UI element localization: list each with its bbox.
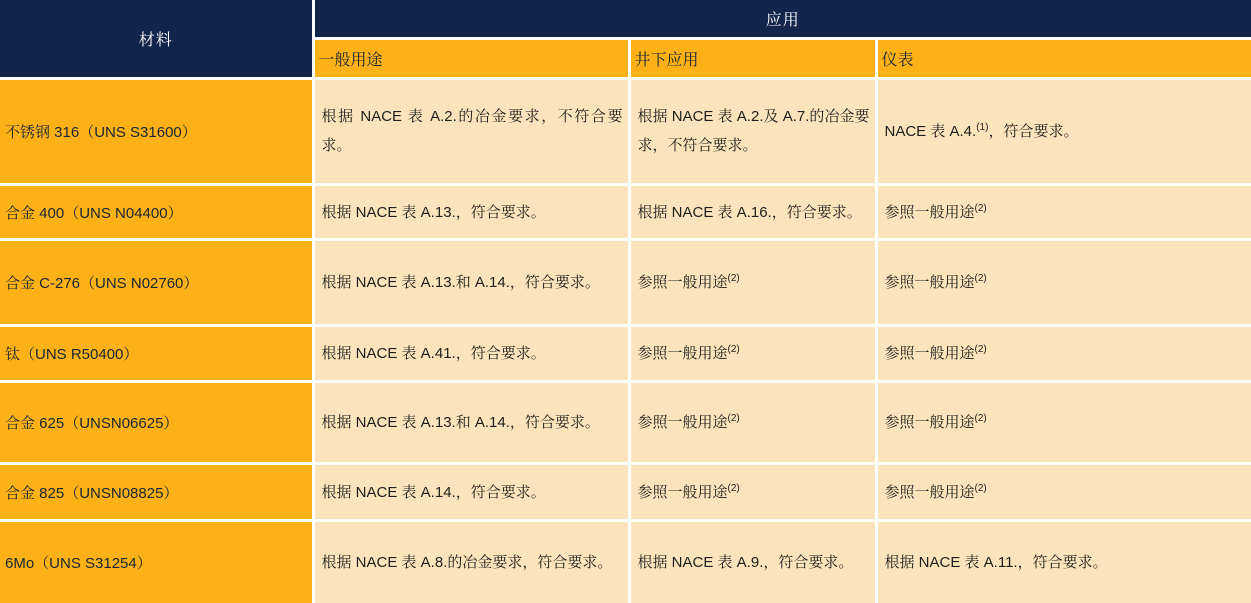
table-row [0, 463, 1251, 521]
footnote-superscript: (1) [976, 121, 989, 133]
table-row [0, 185, 1251, 239]
cell-text: 参照一般用途 [637, 413, 728, 431]
instrument-cell [876, 326, 1251, 381]
general-use-cell [313, 326, 629, 381]
downhole-cell [629, 463, 876, 521]
cell-text: 参照一般用途 [884, 273, 975, 291]
downhole-cell [629, 521, 876, 603]
footnote-superscript: (2) [727, 482, 740, 494]
instrument-cell [876, 521, 1251, 603]
cell-text: NACE 表 A.4. [884, 122, 977, 140]
material-column-header: 材料 [0, 0, 313, 78]
table-row [0, 239, 1251, 325]
cell-text: 根据 NACE 表 A.13.，符合要求。 [321, 203, 546, 221]
instrument-subheader: 仪表 [876, 38, 1251, 78]
general-use-cell [313, 239, 629, 325]
instrument-cell [876, 239, 1251, 325]
table-row [0, 381, 1251, 463]
footnote-superscript: (2) [974, 412, 987, 424]
cell-text: 根据 NACE 表 A.13.和 A.14.，符合要求。 [321, 413, 600, 431]
footnote-superscript: (2) [727, 272, 740, 284]
cell-text: 参照一般用途 [637, 273, 728, 291]
cell-text: 参照一般用途 [884, 203, 975, 221]
material-cell: 钛（UNS R50400） [0, 326, 313, 381]
general-use-subheader: 一般用途 [313, 38, 629, 78]
general-use-cell [313, 521, 629, 603]
footnote-superscript: (2) [974, 482, 987, 494]
general-use-cell [313, 78, 629, 185]
cell-text-tail: ，符合要求。 [988, 122, 1079, 140]
material-cell: 合金 825（UNSN08825） [0, 463, 313, 521]
table-row [0, 521, 1251, 603]
general-use-cell [313, 463, 629, 521]
footnote-superscript: (2) [974, 343, 987, 355]
footnote-superscript: (2) [974, 272, 987, 284]
material-cell: 不锈钢 316（UNS S31600） [0, 78, 313, 185]
cell-text: 根据 NACE 表 A.2.及 A.7.的冶金要求，不符合要求。 [637, 108, 870, 155]
downhole-subheader: 井下应用 [629, 38, 876, 78]
downhole-cell [629, 78, 876, 185]
downhole-cell [629, 381, 876, 463]
instrument-cell [876, 185, 1251, 239]
application-group-header: 应用 [313, 0, 1251, 38]
header-row-top [0, 0, 1251, 38]
cell-text: 根据 NACE 表 A.2.的冶金要求，不符合要求。 [321, 108, 623, 155]
material-cell: 合金 625（UNSN06625） [0, 381, 313, 463]
table-row [0, 78, 1251, 185]
cell-text: 参照一般用途 [884, 483, 975, 501]
cell-text: 根据 NACE 表 A.11.，符合要求。 [884, 554, 1108, 572]
table-row [0, 326, 1251, 381]
cell-text: 根据 NACE 表 A.13.和 A.14.，符合要求。 [321, 273, 600, 291]
general-use-cell [313, 185, 629, 239]
footnote-superscript: (2) [974, 202, 987, 214]
general-use-cell [313, 381, 629, 463]
material-cell: 合金 C-276（UNS N02760） [0, 239, 313, 325]
cell-text: 参照一般用途 [637, 344, 728, 362]
downhole-cell [629, 239, 876, 325]
instrument-cell [876, 463, 1251, 521]
cell-text: 参照一般用途 [884, 344, 975, 362]
cell-text: 根据 NACE 表 A.14.，符合要求。 [321, 483, 546, 501]
footnote-superscript: (2) [727, 412, 740, 424]
cell-text: 根据 NACE 表 A.16.，符合要求。 [637, 203, 862, 221]
cell-text: 参照一般用途 [637, 483, 728, 501]
downhole-cell [629, 326, 876, 381]
material-cell: 6Mo（UNS S31254） [0, 521, 313, 603]
cell-text: 根据 NACE 表 A.9.，符合要求。 [637, 554, 854, 572]
footnote-superscript: (2) [727, 343, 740, 355]
instrument-cell [876, 381, 1251, 463]
cell-text: 根据 NACE 表 A.8.的冶金要求，符合要求。 [321, 554, 613, 572]
cell-text: 根据 NACE 表 A.41.，符合要求。 [321, 344, 546, 362]
cell-text: 参照一般用途 [884, 413, 975, 431]
instrument-cell [876, 78, 1251, 185]
material-cell: 合金 400（UNS N04400） [0, 185, 313, 239]
downhole-cell [629, 185, 876, 239]
